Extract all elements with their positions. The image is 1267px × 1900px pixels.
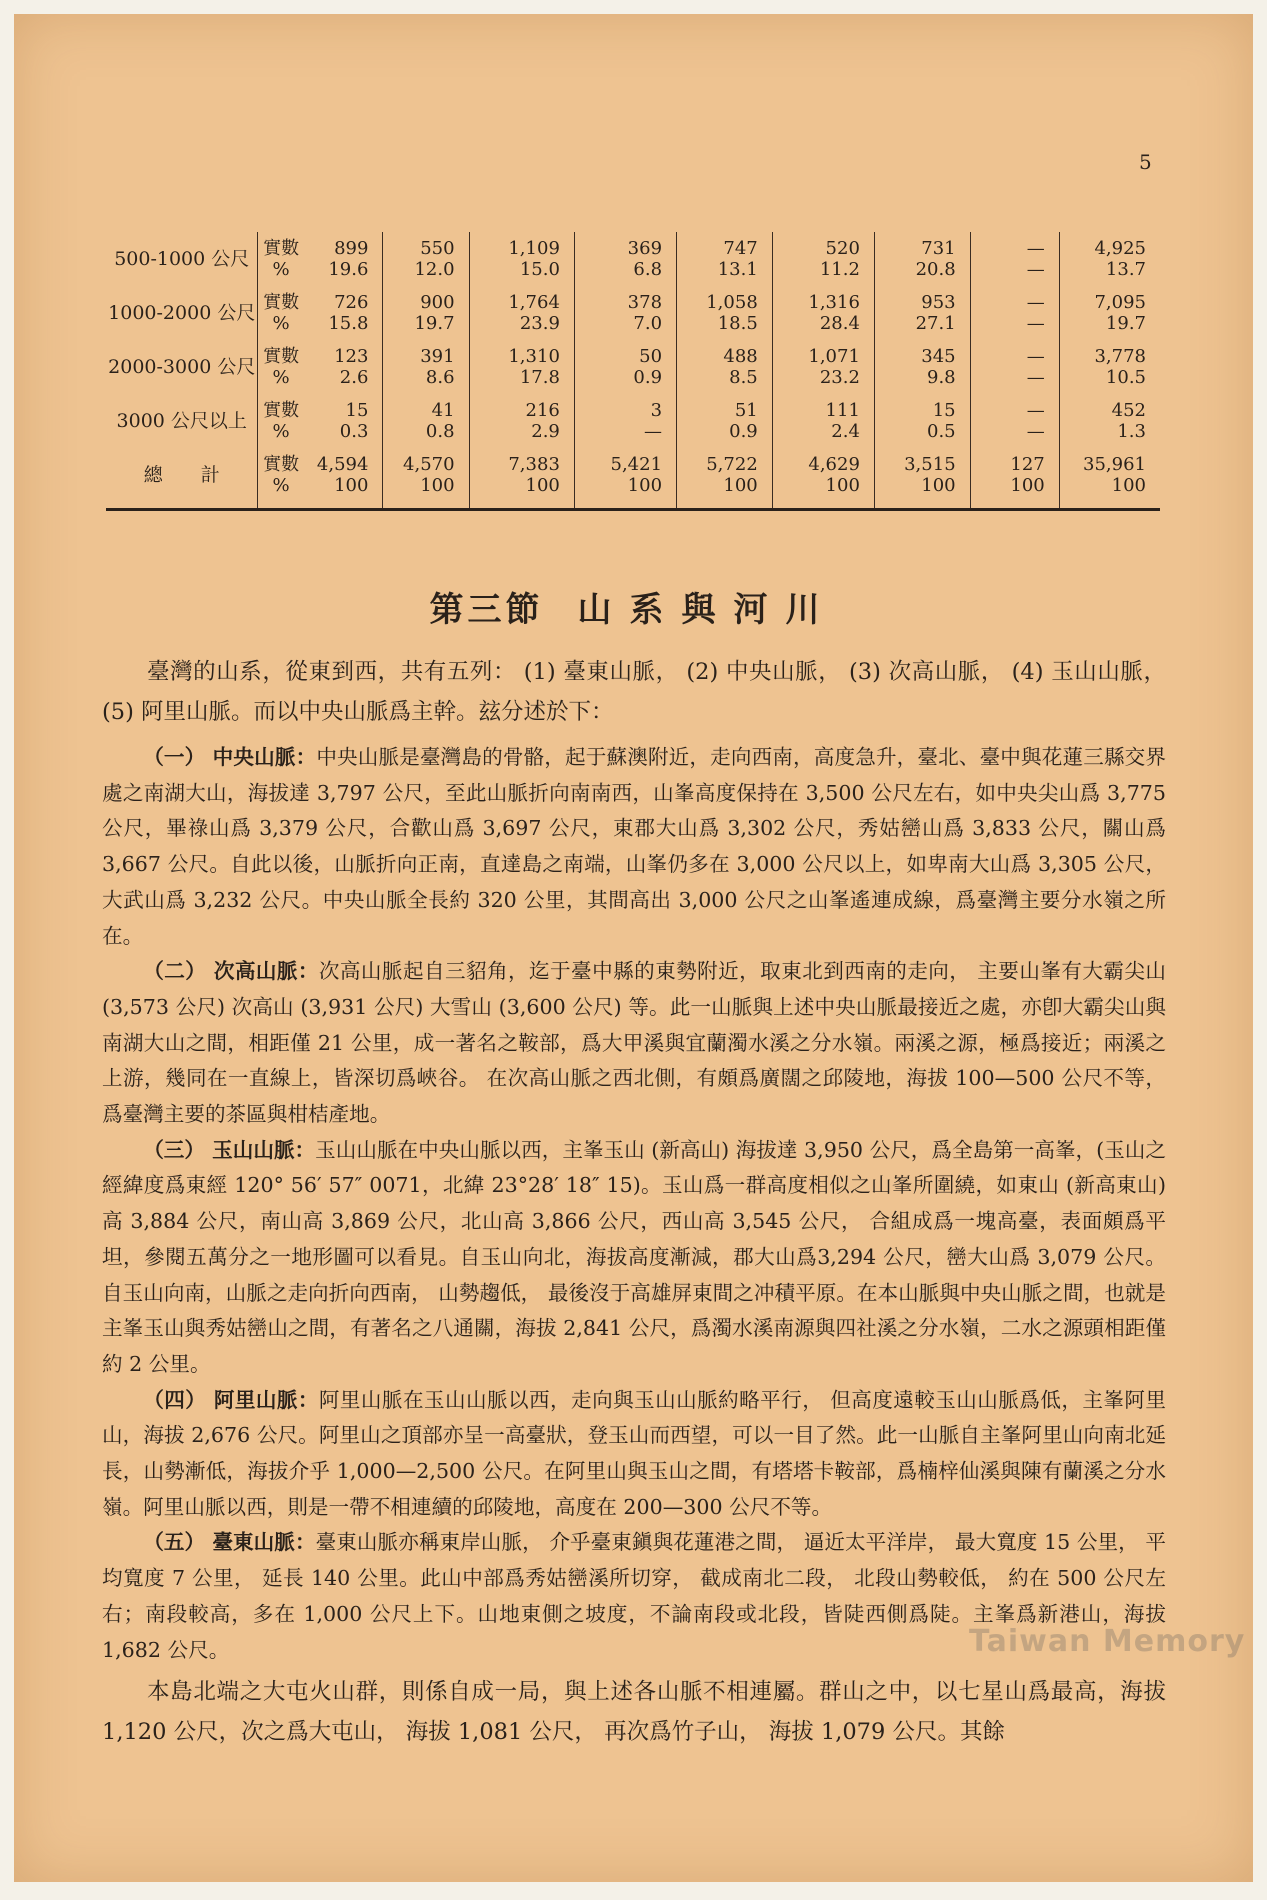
table-cell	[574, 286, 676, 340]
count-value: 15	[932, 400, 956, 421]
count-value: 3,515	[904, 454, 956, 475]
section-title	[14, 582, 1253, 631]
body-text	[102, 652, 1166, 1752]
table-cell	[469, 448, 574, 510]
kind-label: %	[272, 475, 290, 496]
kind-label: 實數	[263, 238, 300, 259]
table-cell	[970, 286, 1059, 340]
percent-value: 11.2	[819, 259, 860, 280]
percent-value: 100	[921, 475, 956, 496]
row-kind	[258, 286, 304, 340]
table-cell	[383, 286, 469, 340]
percent-value: 9.8	[927, 367, 956, 388]
table-cell	[970, 394, 1059, 448]
count-value: 15	[345, 400, 369, 421]
percent-value: 27.1	[915, 313, 956, 334]
count-value: 900	[420, 292, 455, 313]
percent-value: 8.5	[729, 367, 758, 388]
table-cell	[574, 232, 676, 286]
table-cell	[874, 286, 970, 340]
table-cell	[304, 340, 383, 394]
count-value: 4,925	[1094, 238, 1146, 259]
mountain-range-paragraph	[102, 1133, 1166, 1383]
count-value: 5,421	[610, 454, 663, 475]
count-value: 488	[723, 346, 758, 367]
percent-value: 12.0	[414, 259, 455, 280]
percent-value: 17.8	[519, 367, 560, 388]
paragraph-label: （二） 次高山脈：	[143, 959, 319, 984]
kind-label: 實數	[263, 346, 300, 367]
document-page	[14, 14, 1253, 1882]
percent-value: 0.8	[425, 421, 455, 442]
percent-value: 0.9	[729, 421, 758, 442]
row-kind	[258, 232, 304, 286]
table-cell	[469, 232, 574, 286]
percent-value: 18.5	[717, 313, 758, 334]
percent-value: 100	[825, 475, 860, 496]
percent-value: 100	[334, 475, 369, 496]
count-value: 550	[420, 238, 455, 259]
percent-value: 100	[723, 475, 758, 496]
count-value: 7,095	[1094, 292, 1146, 313]
count-value: 731	[921, 238, 956, 259]
kind-label: %	[272, 259, 290, 280]
table-cell	[772, 286, 874, 340]
table-cell	[772, 232, 874, 286]
table-cell	[677, 340, 773, 394]
percent-value: 0.5	[927, 421, 956, 442]
paragraph-label: （五） 臺東山脈：	[143, 1530, 316, 1555]
percent-value: 100	[1111, 475, 1146, 496]
count-value: 452	[1111, 400, 1146, 421]
count-value: —	[1026, 292, 1045, 313]
percent-value: 2.9	[531, 421, 560, 442]
table-cell	[383, 394, 469, 448]
row-label: 3000 公尺以上	[106, 394, 258, 448]
count-value: 4,570	[403, 454, 455, 475]
count-value: 5,722	[706, 454, 758, 475]
percent-value: 19.7	[414, 313, 455, 334]
table-cell	[772, 448, 874, 510]
row-kind	[258, 394, 304, 448]
table-cell	[383, 340, 469, 394]
count-value: 1,058	[706, 292, 758, 313]
row-label: 總 計	[106, 448, 258, 510]
percent-value: 23.2	[819, 367, 860, 388]
percent-value: 100	[1010, 475, 1045, 496]
table-cell	[677, 394, 773, 448]
paragraph-label: （一） 中央山脈：	[143, 745, 317, 769]
table-row	[106, 340, 1160, 394]
percent-value: 100	[627, 475, 663, 496]
section-name: 山系與河川	[577, 590, 838, 630]
percent-value: 13.7	[1105, 259, 1146, 280]
table-cell	[304, 286, 383, 340]
table-cell	[574, 340, 676, 394]
table-cell	[1059, 340, 1160, 394]
page-number: 5	[1139, 150, 1152, 174]
percent-value: —	[1026, 421, 1045, 442]
count-value: 127	[1010, 454, 1045, 475]
paragraph-text: 次高山脈起自三貂角，迄于臺中縣的東勢附近，取東北到西南的走向， 主要山峯有大霸尖山 (3,573 公尺) 次高山 (3,931 公尺) 大雪山 (3,600 公尺) 等。此一山脈與上述中央山脈最接近之處，亦卽大霸尖山與南湖大山之間，相距僅 21 公里，成一著名之鞍部，爲大甲溪與宜蘭濁水溪之分水嶺。兩溪之源，極爲接近；兩溪之上游，幾同在一直線上，皆深切爲峽谷。 在次高山脈之西北側，有頗爲廣闊之邱陵地，海拔 100—500 公尺不等，爲臺灣主要的茶區與柑桔產地。	[102, 959, 1166, 1127]
section-number: 第三節	[429, 590, 544, 630]
table-cell	[304, 394, 383, 448]
table-cell	[874, 394, 970, 448]
table-cell	[677, 286, 773, 340]
mountain-range-paragraph	[102, 1383, 1166, 1526]
percent-value: 19.7	[1105, 313, 1146, 334]
table-cell	[1059, 232, 1160, 286]
count-value: 216	[525, 400, 560, 421]
row-label: 500-1000 公尺	[106, 232, 258, 286]
table-row	[106, 232, 1160, 286]
intro-paragraph: 臺灣的山系，從東到西，共有五列： (1) 臺東山脈， (2) 中央山脈， (3) 次高山脈， (4) 玉山山脈， (5) 阿里山脈。而以中央山脈爲主幹。玆分述於下：	[102, 659, 1166, 725]
table-cell	[383, 448, 469, 510]
percent-value: 23.9	[519, 313, 560, 334]
paragraph-text: 玉山山脈在中央山脈以西，主峯玉山 (新高山) 海拔達 3,950 公尺，爲全島第一高峯，(玉山之經緯度爲東經 120° 56′ 57″ 0071，北緯 23°28′ 18″ 15)。玉山爲一群高度相似之山峯所圍繞，如東山 (新高東山) 高 3,884 公尺，南山高 3,869 公尺，北山高 3,866 公尺，西山高 3,545 公尺， 合組成爲一塊高臺，表面頗爲平坦，參閱五萬分之一地形圖可以看見。自玉山向北，海拔高度漸減，郡大山爲3,294 公尺，巒大山爲 3,079 公尺。自玉山向南，山脈之走向折向西南， 山勢趨低， 最後沒于高雄屏東間之冲積平原。在本山脈與中央山脈之間，也就是主峯玉山與秀姑巒山之間，有著名之八通關，海拔 2,841 公尺，爲濁水溪南源與四社溪之分水嶺，二水之源頭相距僅約 2 公里。	[102, 1137, 1166, 1376]
mountain-range-paragraph	[102, 954, 1166, 1133]
table-cell	[970, 232, 1059, 286]
count-value: 4,629	[808, 454, 860, 475]
row-kind	[258, 448, 304, 510]
count-value: 3	[650, 400, 663, 421]
count-value: 369	[627, 238, 663, 259]
paragraph-label: （四） 阿里山脈：	[143, 1387, 319, 1412]
percent-value: 28.4	[819, 313, 860, 334]
paragraph-text: 中央山脈是臺灣島的骨骼，起于蘇澳附近，走向西南，高度急升，臺北、臺中與花蓮三縣交界處之南湖大山，海拔達 3,797 公尺，至此山脈折向南南西，山峯高度保持在 3,500 公尺左右，如中央尖山爲 3,775 公尺，畢祿山爲 3,379 公尺，合歡山爲 3,697 公尺，東郡大山爲 3,302 公尺，秀姑巒山爲 3,833 公尺，關山爲 3,667 公尺。自此以後，山脈折向正南，直達島之南端，山峯仍多在 3,000 公尺以上，如卑南大山爲 3,305 公尺，大武山爲 3,232 公尺。中央山脈全長約 320 公里，其間高出 3,000 公尺之山峯遙連成線，爲臺灣主要分水嶺之所在。	[102, 745, 1166, 948]
percent-value: 8.6	[425, 367, 455, 388]
percent-value: 15.8	[328, 313, 369, 334]
percent-value: 10.5	[1105, 367, 1146, 388]
kind-label: 實數	[263, 292, 300, 313]
watermark-logo: Taiwan Memory	[969, 1624, 1246, 1659]
table-cell	[874, 232, 970, 286]
table-cell	[469, 286, 574, 340]
table-cell	[469, 340, 574, 394]
percent-value: —	[1026, 313, 1045, 334]
paragraph-text: 臺東山脈亦稱東岸山脈， 介乎臺東鎭與花蓮港之間， 逼近太平洋岸， 最大寬度 15 公里， 平均寬度 7 公里， 延長 140 公里。此山中部爲秀姑巒溪所切穿， 截成南北二段， 北段山勢較低， 約在 500 公尺左右；南段較高，多在 1,000 公尺上下。山地東側之坡度，不論南段或北段，皆陡西側爲陡。主峯爲新港山，海拔 1,682 公尺。	[102, 1530, 1167, 1662]
table-cell	[469, 394, 574, 448]
percent-value: 1.3	[1117, 421, 1146, 442]
table-cell	[574, 394, 676, 448]
table-cell	[1059, 394, 1160, 448]
table-cell	[304, 448, 383, 510]
table-cell	[772, 340, 874, 394]
count-value: 4,594	[316, 454, 369, 475]
count-value: 747	[723, 238, 758, 259]
count-value: 953	[921, 292, 956, 313]
percent-value: 100	[525, 475, 560, 496]
table-cell	[1059, 448, 1160, 510]
count-value: —	[1026, 238, 1045, 259]
count-value: 1,316	[808, 292, 860, 313]
table-cell	[970, 448, 1059, 510]
count-value: 345	[921, 346, 956, 367]
table-row	[106, 286, 1160, 340]
count-value: 726	[334, 292, 369, 313]
count-value: 1,071	[808, 346, 860, 367]
percent-value: 20.8	[915, 259, 956, 280]
table-row	[106, 394, 1160, 448]
row-label: 1000-2000 公尺	[106, 286, 258, 340]
percent-value: 7.0	[633, 313, 663, 334]
percent-value: 15.0	[519, 259, 560, 280]
percent-value: 6.8	[633, 259, 663, 280]
kind-label: 實數	[263, 454, 300, 475]
table-cell	[677, 232, 773, 286]
count-value: 51	[734, 400, 758, 421]
count-value: 520	[825, 238, 860, 259]
count-value: —	[1026, 346, 1045, 367]
table-cell	[874, 448, 970, 510]
count-value: 111	[825, 400, 860, 421]
row-label: 2000-3000 公尺	[106, 340, 258, 394]
percent-value: —	[1026, 367, 1045, 388]
table-cell	[677, 448, 773, 510]
table-cell	[304, 232, 383, 286]
mountain-range-paragraph	[102, 740, 1166, 954]
count-value: 899	[334, 238, 369, 259]
count-value: 391	[420, 346, 455, 367]
paragraph-label: （三） 玉山山脈：	[143, 1137, 316, 1162]
kind-label: %	[272, 313, 290, 334]
percent-value: 13.1	[717, 259, 758, 280]
count-value: 41	[431, 400, 455, 421]
percent-value: 100	[420, 475, 455, 496]
table-cell	[874, 340, 970, 394]
percent-value: —	[644, 421, 663, 442]
percent-value: 2.4	[831, 421, 860, 442]
count-value: 3,778	[1094, 346, 1146, 367]
count-value: 1,310	[508, 346, 560, 367]
elevation-statistics-table	[106, 232, 1160, 511]
count-value: 7,383	[508, 454, 560, 475]
percent-value: 0.9	[633, 367, 663, 388]
percent-value: 2.6	[339, 367, 369, 388]
count-value: 1,109	[508, 238, 560, 259]
count-value: 123	[334, 346, 369, 367]
percent-value: 19.6	[328, 259, 369, 280]
count-value: —	[1026, 400, 1045, 421]
table-cell	[383, 232, 469, 286]
percent-value: 0.3	[339, 421, 369, 442]
outro-paragraph: 本島北端之大屯火山群，則係自成一局，與上述各山脈不相連屬。群山之中，以七星山爲最高，海拔 1,120 公尺，次之爲大屯山， 海拔 1,081 公尺， 再次爲竹子山， 海拔 1,079 公尺。其餘	[102, 1679, 1166, 1746]
table-cell	[574, 448, 676, 510]
kind-label: %	[272, 367, 290, 388]
paragraph-text: 阿里山脈在玉山山脈以西，走向與玉山山脈約略平行， 但高度遠較玉山山脈爲低，主峯阿里山，海拔 2,676 公尺。阿里山之頂部亦呈一高臺狀，登玉山而西望，可以一目了然。此一山脈自主峯阿里山向南北延長，山勢漸低，海拔介乎 1,000—2,500 公尺。在阿里山與玉山之間，有塔塔卡鞍部，爲楠梓仙溪與陳有蘭溪之分水嶺。阿里山脈以西，則是一帶不相連續的邱陵地，高度在 200—300 公尺不等。	[102, 1387, 1166, 1519]
percent-value: —	[1026, 259, 1045, 280]
table-cell	[970, 340, 1059, 394]
table-cell	[772, 394, 874, 448]
count-value: 1,764	[508, 292, 560, 313]
count-value: 50	[639, 346, 663, 367]
count-value: 378	[627, 292, 663, 313]
row-kind	[258, 340, 304, 394]
table-cell	[1059, 286, 1160, 340]
kind-label: %	[272, 421, 290, 442]
table-row	[106, 448, 1160, 510]
kind-label: 實數	[263, 400, 300, 421]
count-value: 35,961	[1083, 454, 1146, 475]
